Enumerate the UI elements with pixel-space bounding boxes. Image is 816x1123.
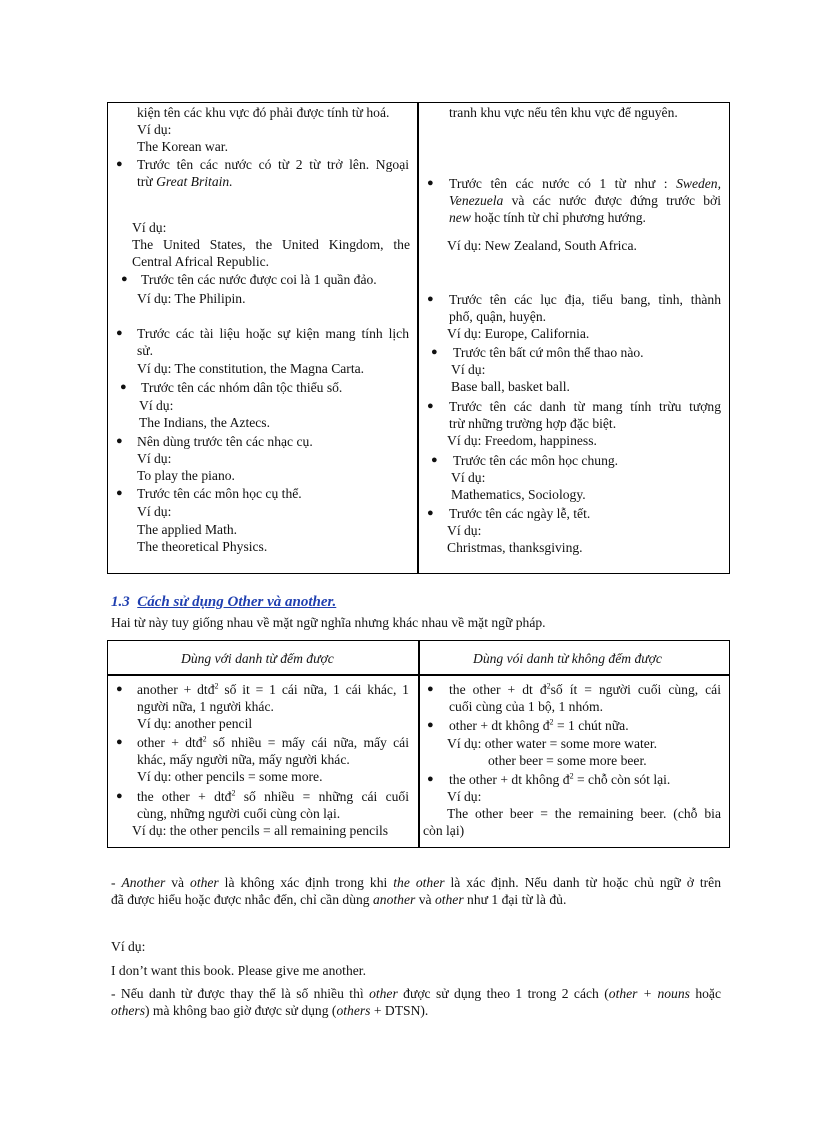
- para-another-other-line2: đã được hiểu hoặc được nhắc đến, chỉ cần dùng another và other như 1 đại từ là đủ.: [111, 892, 567, 907]
- t2-left-6: khác, mấy người nữa, mấy người khác.: [137, 752, 350, 767]
- t1-left-2: The Korean war.: [137, 139, 228, 154]
- t1-left-1: Ví dụ:: [137, 122, 172, 137]
- bullet-icon: ●: [116, 683, 123, 695]
- bullet-icon: ●: [116, 327, 123, 339]
- t2-right-11: còn lại): [423, 823, 465, 838]
- t1-right-13: Base ball, basket ball.: [451, 379, 570, 394]
- t2-left-3: Ví dụ: another pencil: [137, 716, 253, 731]
- bullet-icon: ●: [427, 400, 434, 412]
- t1-right-21: Ví dụ:: [447, 523, 482, 538]
- t1-left-11: Trước các tài liệu hoặc sự kiện mang tính lịch: [137, 326, 409, 341]
- t1-right-22: Christmas, thanksgiving.: [447, 540, 583, 555]
- table2-divider: [418, 640, 420, 848]
- t1-right-14: Trước tên các danh từ mang tính trừu tượng: [449, 399, 721, 414]
- para-plural-line2: others) mà không bao giờ được sử dụng (others + DTSN).: [111, 1003, 429, 1018]
- t1-left-7: The United States, the United Kingdom, the: [132, 237, 410, 252]
- t1-left-14: Trước tên các nhóm dân tộc thiểu số.: [141, 380, 343, 395]
- bullet-icon: ●: [116, 435, 123, 447]
- example-label: Ví dụ:: [111, 939, 146, 954]
- t2-left-8: the other + dtđ$^2$ số nhiều = những cái cuối: [137, 788, 409, 804]
- bullet-icon: ●: [431, 454, 438, 466]
- t1-right-20: Trước tên các ngày lễ, tết.: [449, 506, 591, 521]
- t2-right-9: Ví dụ:: [447, 789, 482, 804]
- bullet-icon: ●: [116, 487, 123, 499]
- t1-right-9: phố, quận, huyện.: [449, 309, 547, 324]
- t1-right-18: Ví dụ:: [451, 470, 486, 485]
- bullet-icon: ●: [116, 158, 123, 170]
- t1-left-17: Nên dùng trước tên các nhạc cụ.: [137, 434, 313, 449]
- bullet-icon: ●: [121, 273, 128, 285]
- t1-left-21: Ví dụ:: [137, 504, 172, 519]
- t1-left-13: Ví dụ: The constitution, the Magna Carta.: [137, 361, 365, 376]
- t1-left-19: To play the piano.: [137, 468, 235, 483]
- t1-right-7: Ví dụ: New Zealand, South Africa.: [447, 238, 637, 253]
- table2-header-countable: Dùng với danh từ đếm được: [181, 651, 334, 666]
- t1-right-3: Venezuela và các nước được đứng trước bởi: [449, 193, 721, 208]
- t1-left-3: Trước tên các nước có từ 2 từ trở lên. Ngoại: [137, 157, 409, 172]
- t1-left-0: kiện tên các khu vực đó phải được tính từ hoá.: [137, 105, 390, 120]
- t1-right-17: Trước tên các môn học chung.: [453, 453, 619, 468]
- t2-left-11: Ví dụ: the other pencils = all remaining pencils: [132, 823, 389, 838]
- bullet-icon: ●: [427, 773, 434, 785]
- t1-left-16: The Indians, the Aztecs.: [139, 415, 270, 430]
- bullet-icon: ●: [427, 683, 434, 695]
- t2-right-0: the other + dt $đ^2số$ ít = người cuối cùng, cái: [449, 681, 721, 697]
- t2-right-6: other beer = some more beer.: [488, 753, 647, 768]
- t1-right-10: Ví dụ: Europe, California.: [447, 326, 590, 341]
- para-another-other-line1: - Another và other là không xác định trong khi the other là xác định. Nếu danh từ hoặc chủ ngữ ở trên: [111, 875, 721, 890]
- bullet-icon: ●: [427, 719, 434, 731]
- t1-left-12: sử.: [137, 343, 154, 358]
- t1-left-10: Ví dụ: The Philipin.: [137, 291, 246, 306]
- t2-right-5: Ví dụ: other water = some more water.: [447, 736, 657, 751]
- t1-left-18: Ví dụ:: [137, 451, 172, 466]
- t1-left-6: Ví dụ:: [132, 220, 167, 235]
- t1-right-0: tranh khu vực nếu tên khu vực để nguyên.: [449, 105, 678, 120]
- bullet-icon: ●: [120, 381, 127, 393]
- section-heading: [111, 592, 336, 612]
- t1-left-22: The applied Math.: [137, 522, 238, 537]
- t1-right-19: Mathematics, Sociology.: [451, 487, 586, 502]
- t2-right-7: the other + dt không $đ^2$ = chỗ còn sót lại.: [449, 771, 671, 787]
- t1-right-16: Ví dụ: Freedom, happiness.: [447, 433, 597, 448]
- t2-left-2: người nữa, 1 người khác.: [137, 699, 274, 714]
- t1-right-12: Ví dụ:: [451, 362, 486, 377]
- para-plural-line1: - Nếu danh từ được thay thế là số nhiều thì other được sử dụng theo 1 trong 2 cách (other + nouns hoặc: [111, 986, 721, 1001]
- t1-left-20: Trước tên các môn học cụ thể.: [137, 486, 302, 501]
- bullet-icon: ●: [427, 177, 434, 189]
- t2-left-10: cùng, những người cuối cùng còn lại.: [137, 806, 341, 821]
- t2-left-4: other + dtđ$^2$ số nhiều = mấy cái nữa, mấy cái: [137, 734, 409, 750]
- t2-right-2: cuối cùng của 1 bộ, 1 nhóm.: [449, 699, 604, 714]
- table2-header-uncountable: Dùng vói danh từ không đếm được: [473, 651, 662, 666]
- bullet-icon: ●: [116, 790, 123, 802]
- t1-right-8: Trước tên các lục địa, tiểu bang, tỉnh, thành: [449, 292, 721, 307]
- bullet-icon: ●: [431, 346, 438, 358]
- t2-right-10: The other beer = the remaining beer. (chỗ bia: [447, 806, 721, 821]
- section-intro: Hai từ này tuy giống nhau về mặt ngữ nghĩa nhưng khác nhau về mặt ngữ pháp.: [111, 615, 546, 630]
- bullet-icon: ●: [116, 736, 123, 748]
- bullet-icon: ●: [427, 293, 434, 305]
- t1-right-1: Trước tên các nước có 1 từ như : Sweden,: [449, 176, 722, 191]
- t2-left-7: Ví dụ: other pencils = some more.: [137, 769, 323, 784]
- t2-left-0: another + dtđ$^2$ số it = 1 cái nữa, 1 cái khác, 1: [137, 681, 409, 697]
- example-sentence: I don’t want this book. Please give me another.: [111, 963, 366, 978]
- t1-left-23: The theoretical Physics.: [137, 539, 268, 554]
- t1-left-9: Trước tên các nước được coi là 1 quần đảo.: [141, 272, 377, 287]
- t1-left-15: Ví dụ:: [139, 398, 174, 413]
- table-top-divider: [417, 102, 419, 574]
- bullet-icon: ●: [427, 507, 434, 519]
- t1-right-15: trừ những trường hợp đặc biệt.: [449, 416, 617, 431]
- section-number: 1.3: [111, 594, 130, 610]
- t1-left-8: Central Africal Republic.: [132, 254, 270, 269]
- t1-left-4: trừ Great Britain.: [137, 174, 233, 189]
- t2-right-3: other + dt không $đ^2 = 1$ chút nữa.: [449, 717, 629, 733]
- t1-right-5: new hoặc tính từ chỉ phương hướng.: [449, 210, 646, 225]
- t1-right-11: Trước tên bất cứ môn thể thao nào.: [453, 345, 644, 360]
- section-title: Cách sử dụng Other và another.: [137, 594, 337, 610]
